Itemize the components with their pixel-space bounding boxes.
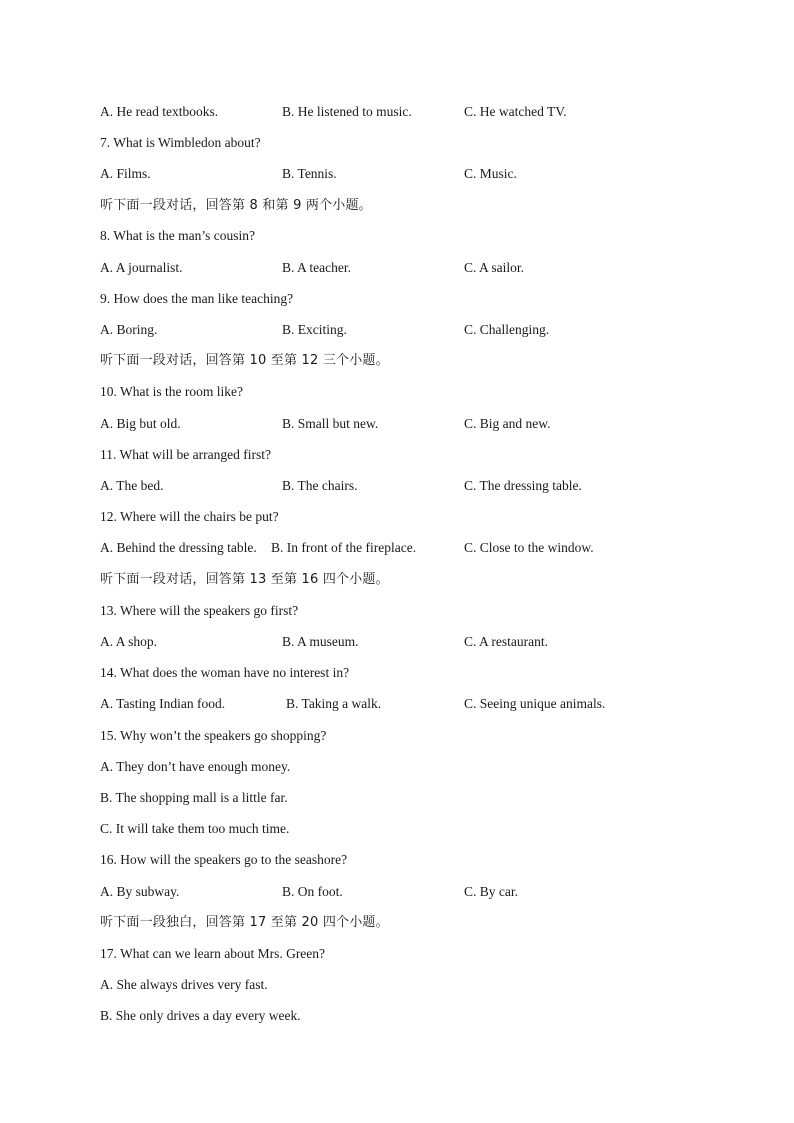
question-9: 9. How does the man like teaching?	[100, 291, 294, 306]
option-c: C. By car.	[464, 884, 518, 899]
option-b: B. On foot.	[282, 884, 343, 899]
option-a: A. A shop.	[100, 634, 158, 649]
option-a-q17: A. She always drives very fast.	[100, 977, 268, 992]
section-instruction-17-20: 听下面一段独白，回答第 17 至第 20 四个小题。	[100, 915, 389, 930]
section-instruction-10-12: 听下面一段对话，回答第 10 至第 12 三个小题。	[100, 353, 389, 368]
option-b-q17: B. She only drives a day every week.	[100, 1008, 301, 1023]
option-a: A. Boring.	[100, 322, 158, 337]
option-c: C. Seeing unique animals.	[464, 696, 606, 711]
option-c: C. Big and new.	[464, 416, 551, 431]
option-c: C. Challenging.	[464, 322, 550, 337]
question-11: 11. What will be arranged first?	[100, 447, 271, 462]
option-a: A. By subway.	[100, 884, 180, 899]
option-c: C. The dressing table.	[464, 478, 582, 493]
question-15: 15. Why won’t the speakers go shopping?	[100, 728, 327, 743]
option-a: A. Behind the dressing table.	[100, 540, 257, 555]
option-c: C. Music.	[464, 166, 517, 181]
option-b-q15: B. The shopping mall is a little far.	[100, 790, 288, 805]
question-17: 17. What can we learn about Mrs. Green?	[100, 946, 326, 961]
question-14: 14. What does the woman have no interest in?	[100, 665, 350, 680]
option-a-q15: A. They don’t have enough money.	[100, 759, 291, 774]
option-a: A. Tasting Indian food.	[100, 696, 226, 711]
option-c-q15: C. It will take them too much time.	[100, 821, 290, 836]
option-a: A. A journalist.	[100, 260, 183, 275]
option-a: A. He read textbooks.	[100, 104, 219, 119]
option-a: A. The bed.	[100, 478, 164, 493]
option-b: B. Tennis.	[282, 166, 337, 181]
option-a: A. Films.	[100, 166, 151, 181]
question-12: 12. Where will the chairs be put?	[100, 509, 279, 524]
question-10: 10. What is the room like?	[100, 384, 243, 399]
option-a: A. Big but old.	[100, 416, 181, 431]
option-b: B. The chairs.	[282, 478, 358, 493]
section-instruction-8-9: 听下面一段对话，回答第 8 和第 9 两个小题。	[100, 198, 372, 213]
option-b: B. He listened to music.	[282, 104, 412, 119]
option-b: B. In front of the fireplace.	[271, 540, 417, 555]
question-7: 7. What is Wimbledon about?	[100, 135, 261, 150]
option-b: B. A teacher.	[282, 260, 351, 275]
option-b: B. Exciting.	[282, 322, 347, 337]
question-8: 8. What is the man’s cousin?	[100, 228, 255, 243]
question-13: 13. Where will the speakers go first?	[100, 603, 299, 618]
section-instruction-13-16: 听下面一段对话，回答第 13 至第 16 四个小题。	[100, 572, 389, 587]
option-c: C. A restaurant.	[464, 634, 548, 649]
option-b: B. Taking a walk.	[286, 696, 382, 711]
option-c: C. He watched TV.	[464, 104, 567, 119]
option-b: B. A museum.	[282, 634, 359, 649]
option-c: C. Close to the window.	[464, 540, 594, 555]
question-16: 16. How will the speakers go to the seashore?	[100, 852, 348, 867]
option-b: B. Small but new.	[282, 416, 379, 431]
option-c: C. A sailor.	[464, 260, 525, 275]
